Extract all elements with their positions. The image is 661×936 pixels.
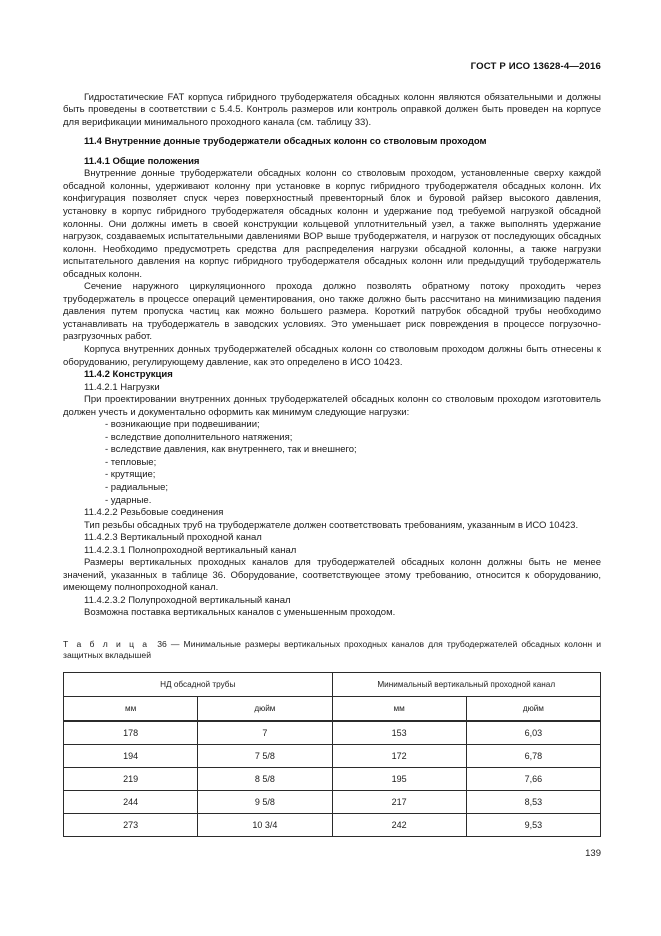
heading-11-4-2-2: 11.4.2.2 Резьбовые соединения xyxy=(84,507,224,519)
table-caption-label: Т а б л и ц а xyxy=(63,639,150,650)
cell-casing-inch: 10 3/4 xyxy=(198,813,332,836)
heading-11-4-1: 11.4.1 Общие положения xyxy=(84,155,200,167)
minimum-vertical-bore-table xyxy=(63,672,601,837)
table-caption-number: 36 xyxy=(157,639,167,650)
table-head xyxy=(64,672,601,721)
running-header: ГОСТ Р ИСО 13628-4—2016 xyxy=(470,61,601,72)
cell-casing-mm: 194 xyxy=(64,744,198,767)
paragraph-fullbore: Размеры вертикальных проходных каналов для трубодержателей обсадных колонн должны быть не менее значений, указанных в таблице 36. Оборудование, соответствующее этому требованию, относится к оборудованию, имеющему полнопроходной канал. xyxy=(63,557,601,594)
paragraph-loads-intro: При проектировании внутренних донных трубодержателей обсадных колонн со стволовым проходом изготовитель должен учесть и документально оформить как минимум следующие нагрузки: xyxy=(63,394,601,418)
heading-11-4-2: 11.4.2 Конструкция xyxy=(84,369,173,381)
sub-header-casing-mm: мм xyxy=(64,696,198,721)
cell-bore-inch: 9,53 xyxy=(466,813,600,836)
table-row xyxy=(64,721,601,745)
page-number: 139 xyxy=(585,848,601,859)
cell-casing-mm: 178 xyxy=(64,721,198,745)
heading-11-4: 11.4 Внутренние донные трубодержатели обсадных колонн со стволовым проходом xyxy=(84,136,487,148)
list-item: - тепловые; xyxy=(105,456,157,468)
cell-casing-mm: 273 xyxy=(64,813,198,836)
intro-paragraph: Гидростатические FAT корпуса гибридного трубодержателя обсадных колонн являются обязательными и должны быть проведены в соответствии с 5.4.5. Контроль размеров или контроль оправкой должен быть проведен на корпусе для верификации минимального проходного канала (см. таблицу 33). xyxy=(63,91,601,128)
heading-11-4-2-1: 11.4.2.1 Нагрузки xyxy=(84,381,160,393)
heading-11-4-2-3: 11.4.2.3 Вертикальный проходной канал xyxy=(84,532,262,544)
list-item: - вследствие дополнительного натяжения; xyxy=(105,431,293,443)
cell-bore-mm: 217 xyxy=(332,790,466,813)
list-item: - радиальные; xyxy=(105,482,168,493)
table-row xyxy=(64,744,601,767)
list-item: - ударные. xyxy=(105,494,152,506)
cell-bore-mm: 242 xyxy=(332,813,466,836)
table-sub-header-row xyxy=(64,696,601,721)
heading-11-4-2-3-2: 11.4.2.3.2 Полупроходной вертикальный канал xyxy=(84,594,291,606)
cell-bore-mm: 153 xyxy=(332,721,466,745)
cell-bore-inch: 6,03 xyxy=(466,721,600,745)
spacer xyxy=(63,129,601,136)
table-caption xyxy=(63,639,601,662)
cell-casing-inch: 8 5/8 xyxy=(198,767,332,790)
paragraph-general-2: Сечение наружного циркуляционного прохода должно позволять обратному потоку проходить через трубодержатель в процессе операций цементирования, оно также должно быть рассчитано на минимизацию падения давления путем пропуска частиц как можно большего размера. Короткий патрубок обсадной трубы необходимо устанавливать на трубодержатель в заводских условиях. Это уменьшает риск повреждения в процессе погрузочно-разгрузочных работ. xyxy=(63,281,601,343)
cell-casing-inch: 7 5/8 xyxy=(198,744,332,767)
group-header-min-vertical-bore: Минимальный вертикальный проходной канал xyxy=(332,672,601,696)
spacer xyxy=(63,149,601,156)
cell-casing-inch: 9 5/8 xyxy=(198,790,332,813)
table-row xyxy=(64,813,601,836)
cell-bore-mm: 172 xyxy=(332,744,466,767)
cell-casing-inch: 7 xyxy=(198,721,332,745)
cell-bore-inch: 6,78 xyxy=(466,744,600,767)
cell-casing-mm: 219 xyxy=(64,767,198,790)
page-content xyxy=(63,0,601,837)
table-row xyxy=(64,790,601,813)
table-row xyxy=(64,767,601,790)
list-item: - вследствие давления, как внутреннего, так и внешнего; xyxy=(105,444,357,456)
spacer xyxy=(63,620,601,639)
table-body xyxy=(64,721,601,837)
group-header-casing-od: НД обсадной трубы xyxy=(64,672,333,696)
sub-header-bore-inch: дюйм xyxy=(466,696,600,721)
sub-header-bore-mm: мм xyxy=(332,696,466,721)
paragraph-reducedbore: Возможна поставка вертикальных каналов с уменьшенным проходом. xyxy=(84,607,396,619)
cell-casing-mm: 244 xyxy=(64,790,198,813)
paragraph-general-3: Корпуса внутренних донных трубодержателей обсадных колонн со стволовым проходом должны быть отнесены к оборудованию, регулирующему давление, как это определено в ИСО 10423. xyxy=(63,343,601,368)
table-group-header-row xyxy=(64,672,601,696)
cell-bore-inch: 7,66 xyxy=(466,767,600,790)
sub-header-casing-inch: дюйм xyxy=(198,696,332,721)
heading-11-4-2-3-1: 11.4.2.3.1 Полнопроходной вертикальный канал xyxy=(84,544,297,556)
cell-bore-inch: 8,53 xyxy=(466,790,600,813)
paragraph-threads: Тип резьбы обсадных труб на трубодержателе должен соответствовать требованиям, указанным в ИСО 10423. xyxy=(84,519,579,531)
paragraph-general-1: Внутренние донные трубодержатели обсадных колонн со стволовым проходом, установленные сверху каждой обсадной колонны, удерживают колонну при установке в корпус гибридного трубодержателя обсадных колонн. Их конфигурация позволяет спуск через поверхностный превенторный блок и буровой райзер высокого давления, установку в корпус гибридного трубодержателя обсадных колонн и удержание под требуемой нагрузкой обсадной колонны. Они должны иметь в своей конструкции кольцевой уплотнительный узел, а также выполнять удержание нагрузок, создаваемых испытательными давлениями ВОР выше трубодержателя, и нагрузок от последующих обсадных колонн. Необходимо предусмотреть средства для распределения нагрузки обсадной колонны, а также нагрузки испытательного давления на корпус гибридного трубодержателя обсадных колонн или предыдущий трубодержатель обсадных колонн. xyxy=(63,168,601,280)
list-item: - возникающие при подвешивании; xyxy=(105,419,260,431)
cell-bore-mm: 195 xyxy=(332,767,466,790)
list-item: - крутящие; xyxy=(105,469,156,481)
table-caption-text: — Минимальные размеры вертикальных проходных каналов для трубодержателей обсадных колонн и защитных вкладышей xyxy=(63,639,601,661)
